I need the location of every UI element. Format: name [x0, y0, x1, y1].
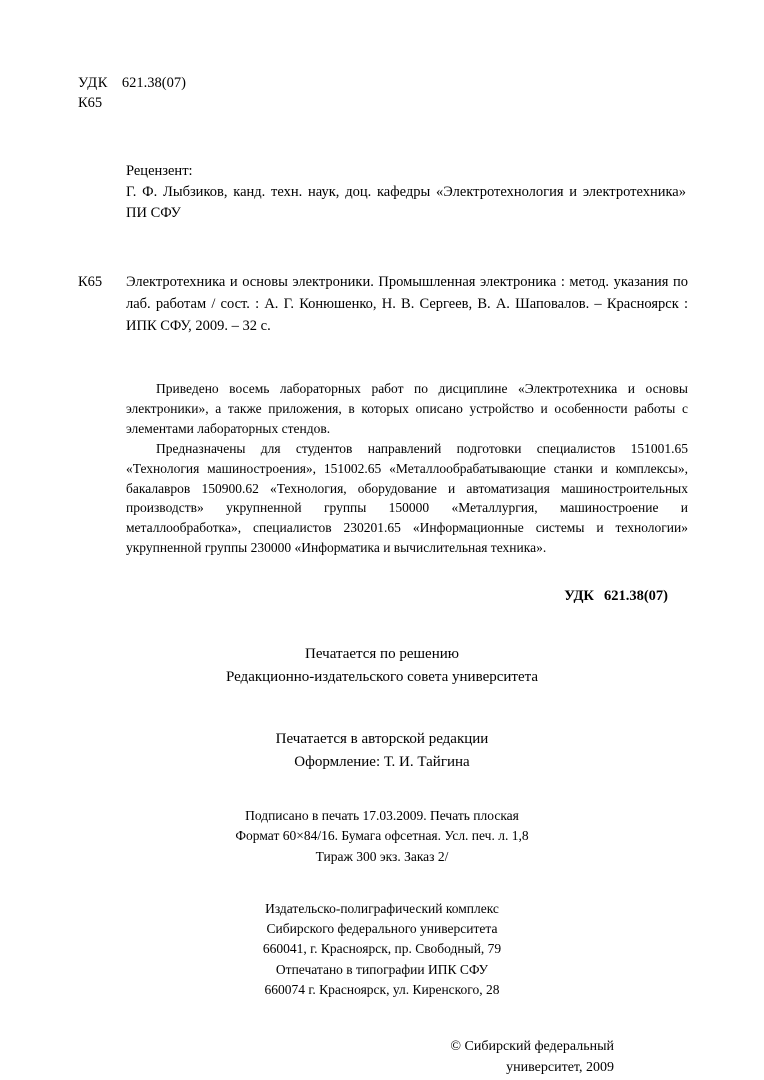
print-decision-line-2: Редакционно-издательского совета университета — [225, 669, 539, 686]
copyright-line-2: университет, 2009 — [506, 1060, 614, 1076]
imprint-block — [78, 806, 686, 867]
biblio-text: Электротехника и основы электроники. Промышленная электроника : метод. указания по лаб. работам / сост. : А. Г. Конюшенко, Н. В. Сергеев, В. А. Шаповалов. – Красноярск : ИПК СФУ, 2009. – 32 с. — [126, 274, 688, 334]
publisher-line-2: Сибирского федерального университета — [266, 921, 498, 937]
edition-line-1: Печатается в авторской редакции — [275, 730, 489, 747]
udc-right-code: 621.38(07) — [603, 588, 668, 605]
publisher-line-4: Отпечатано в типографии ИПК СФУ — [275, 961, 489, 977]
annotation-paragraph-1: Приведено восемь лабораторных работ по дисциплине «Электротехника и основы электроники», а также приложения, в которых описано устройство и особенности работы с элементами лабораторных стендов. — [126, 381, 688, 437]
publisher-line-5: 660074 г. Красноярск, ул. Киренского, 28 — [264, 981, 500, 997]
udc-label: УДК — [78, 75, 108, 91]
edition-line-2: Оформление: Т. И. Тайгина — [294, 753, 470, 770]
udc-code: 621.38(07) — [121, 75, 186, 91]
udc-right-label: УДК — [564, 588, 594, 605]
reviewer-block — [126, 161, 686, 224]
reviewer-title: Рецензент: — [126, 163, 193, 180]
copyright-block — [78, 1036, 614, 1078]
print-decision-line-1: Печатается по решению — [305, 646, 459, 663]
imprint-line-1: Подписано в печать 17.03.2009. Печать плоская — [245, 808, 519, 824]
imprint-line-3: Тираж 300 экз. Заказ 2/ — [315, 848, 449, 864]
imprint-line-2: Формат 60×84/16. Бумага офсетная. Усл. печ. л. 1,8 — [235, 828, 529, 844]
publisher-line-1: Издательско-полиграфический комплекс — [265, 900, 499, 916]
reviewer-text: Г. Ф. Лыбзиков, канд. техн. наук, доц. кафедры «Электротехнология и электротехника» ПИ СФУ — [126, 184, 686, 222]
udc-right-block — [78, 588, 668, 605]
biblio-classmark: К65 — [78, 274, 103, 291]
annotation-paragraph-2: Предназначены для студентов направлений подготовки специалистов 151001.65 «Технология машиностроения», 151002.65 «Металлообрабатывающие станки и комплексы», бакалавров 150900.62 «Технология, оборудование и автоматизация машиностроительных производств» укрупненной группы 150000 «Металлургия, машиностроение и металлообработка», специалистов 230201.65 «Информационные системы и технологии» укрупненной группы 230000 «Информатика и вычислительная техника». — [126, 440, 688, 556]
publisher-line-3: 660041, г. Красноярск, пр. Свободный, 79 — [262, 941, 502, 957]
copyright-line-1: © Сибирский федеральный — [450, 1039, 614, 1055]
edition-block — [78, 728, 686, 775]
udc-line — [78, 74, 686, 94]
publisher-block — [78, 899, 686, 1000]
print-decision-block — [78, 643, 686, 690]
udc-classmark: К65 — [78, 94, 103, 111]
annotation-block — [126, 379, 688, 558]
udc-block — [78, 74, 686, 113]
bibliographic-description — [78, 272, 688, 337]
